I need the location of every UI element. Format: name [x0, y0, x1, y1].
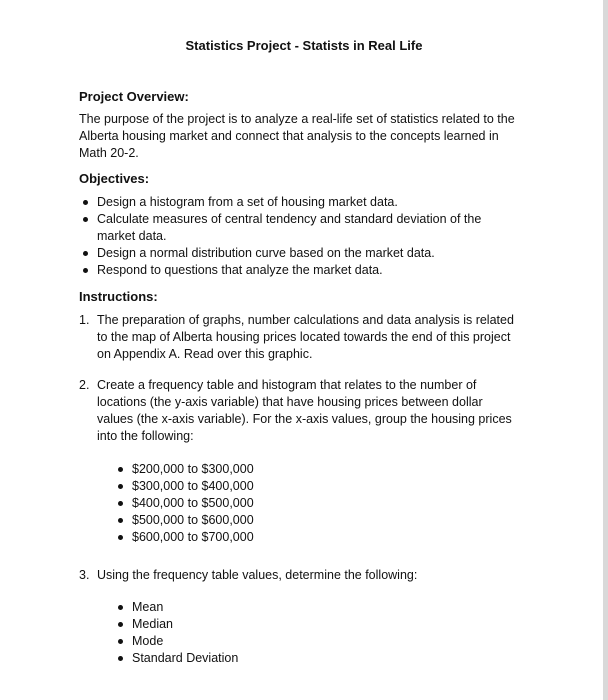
objective-item: Design a normal distribution curve based on the market data.: [79, 245, 519, 262]
step-text: Using the frequency table values, determine the following:: [97, 568, 418, 582]
price-range-item: $400,000 to $500,000: [115, 495, 415, 512]
step-number: 3.: [79, 568, 90, 582]
price-range-item: $600,000 to $700,000: [115, 529, 415, 546]
step-number: 1.: [79, 313, 90, 327]
overview-heading: Project Overview:: [79, 89, 189, 104]
objective-item: Calculate measures of central tendency and standard deviation of the market data.: [79, 211, 519, 245]
step-text: Create a frequency table and histogram that relates to the number of locations (the y-axis variable) that have housing prices between dollar values (the x-axis variable). For the x-axis values, group the housing prices into the following:: [97, 378, 512, 443]
objective-item: Design a histogram from a set of housing market data.: [79, 194, 519, 211]
measure-item: Mean: [115, 599, 415, 616]
objectives-list: [79, 194, 519, 279]
page-edge: [603, 0, 608, 700]
measure-item: Mode: [115, 633, 415, 650]
overview-text: The purpose of the project is to analyze a real-life set of statistics related to the Alberta housing market and connect that analysis to the concepts learned in Math 20-2.: [79, 112, 515, 160]
price-range-item: $200,000 to $300,000: [115, 461, 415, 478]
step-number: 2.: [79, 378, 90, 392]
instructions-heading: Instructions:: [79, 289, 158, 304]
objective-item: Respond to questions that analyze the market data.: [79, 262, 519, 279]
price-range-item: $500,000 to $600,000: [115, 512, 415, 529]
price-range-list: [115, 461, 415, 546]
price-range-item: $300,000 to $400,000: [115, 478, 415, 495]
objectives-heading: Objectives:: [79, 171, 150, 186]
statistics-measures-list: [115, 599, 415, 667]
measure-item: Standard Deviation: [115, 650, 415, 667]
step-text: The preparation of graphs, number calculations and data analysis is related to the map of Alberta housing prices located towards the end of this project on Appendix A. Read over this graphic.: [97, 313, 514, 361]
measure-item: Median: [115, 616, 415, 633]
document-title: Statistics Project - Statists in Real Life: [185, 38, 423, 53]
